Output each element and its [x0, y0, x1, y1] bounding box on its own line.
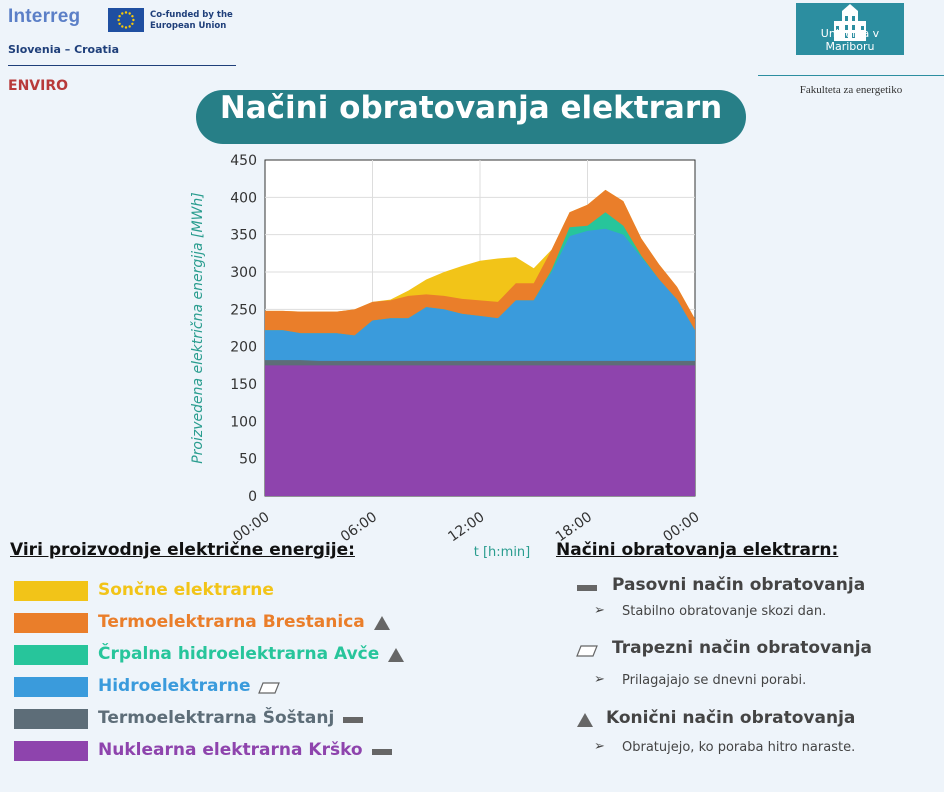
x-tick-label: 12:00 — [445, 509, 488, 546]
dash-icon — [342, 711, 364, 730]
mode-description: Prilagajajo se dnevni porabi. — [622, 673, 807, 688]
faculty-name: Fakulteta za energetiko — [799, 84, 903, 96]
parallelogram-icon — [576, 642, 598, 661]
y-tick-label: 100 — [230, 414, 257, 431]
y-tick-label: 250 — [230, 302, 257, 319]
mode-description: Obratujejo, ko poraba hitro naraste. — [622, 740, 856, 755]
legend-swatch — [14, 645, 88, 665]
legend-label: Sončne elektrarne — [98, 580, 274, 600]
arrow-icon: ➢ — [594, 603, 605, 618]
legend-label: Nuklearna elektrarna Krško — [98, 740, 363, 760]
university-logo — [796, 3, 904, 55]
y-tick-label: 400 — [230, 190, 257, 207]
area-nuklearna-elektrarna-kr-ko — [265, 365, 695, 496]
legend-swatch — [14, 613, 88, 633]
y-tick-label: 450 — [230, 153, 257, 169]
y-tick-label: 150 — [230, 377, 257, 393]
legend-swatch — [14, 709, 88, 729]
triangle-icon — [576, 712, 594, 732]
mode-label: Trapezni način obratovanja — [612, 638, 872, 658]
y-tick-label: 300 — [230, 265, 257, 281]
legend-label: Črpalna hidroelektrarna Avče — [98, 644, 380, 664]
dash-icon — [371, 743, 393, 762]
eu-flag-icon — [108, 8, 144, 32]
y-tick-label: 0 — [248, 489, 257, 505]
x-tick-label: 06:00 — [337, 509, 381, 546]
stacked-area-chart — [180, 150, 720, 570]
y-axis-label: Proizvedena električna energija [MWh] — [190, 192, 206, 464]
y-axis-ticks — [230, 153, 257, 505]
legend-label: Hidroelektrarne — [98, 676, 251, 696]
y-tick-label: 350 — [230, 227, 257, 244]
parallelogram-icon — [258, 679, 280, 698]
mode-label: Konični način obratovanja — [606, 708, 856, 728]
y-tick-label: 200 — [230, 339, 257, 356]
interreg-logo — [8, 6, 80, 28]
triangle-icon — [373, 615, 391, 635]
x-tick-label: 00:00 — [660, 509, 703, 546]
university-name: Univerza v Mariboru — [820, 27, 880, 53]
legend-title: Viri proizvodnje električne energije: — [10, 540, 355, 560]
arrow-icon: ➢ — [594, 672, 605, 687]
arrow-icon: ➢ — [594, 739, 605, 754]
legend-swatch — [14, 581, 88, 601]
modes-title: Načini obratovanja elektrarn: — [556, 540, 839, 560]
legend-swatch — [14, 741, 88, 761]
dash-icon — [576, 579, 598, 598]
x-axis-label: t [h:min] — [473, 545, 531, 560]
cofund-text: Co-funded by the European Union — [150, 10, 233, 31]
mode-label: Pasovni način obratovanja — [612, 575, 866, 595]
region-label: Slovenia – Croatia — [8, 43, 119, 56]
legend-label: Termoelektrarna Šoštanj — [98, 708, 335, 728]
legend-swatch — [14, 677, 88, 697]
x-tick-label: 18:00 — [552, 509, 596, 546]
triangle-icon — [387, 647, 405, 667]
mode-description: Stabilno obratovanje skozi dan. — [622, 604, 827, 619]
project-label: ENVIRO — [8, 78, 69, 94]
x-tick-label: 00:00 — [230, 509, 273, 546]
page-title: Načini obratovanja elektrarn — [196, 90, 746, 144]
legend-label: Termoelektrarna Brestanica — [98, 612, 365, 632]
brand-wordmark: Interreg — [8, 6, 81, 27]
y-tick-label: 50 — [239, 451, 257, 468]
header-divider — [8, 65, 236, 66]
header-divider-right — [758, 75, 944, 76]
